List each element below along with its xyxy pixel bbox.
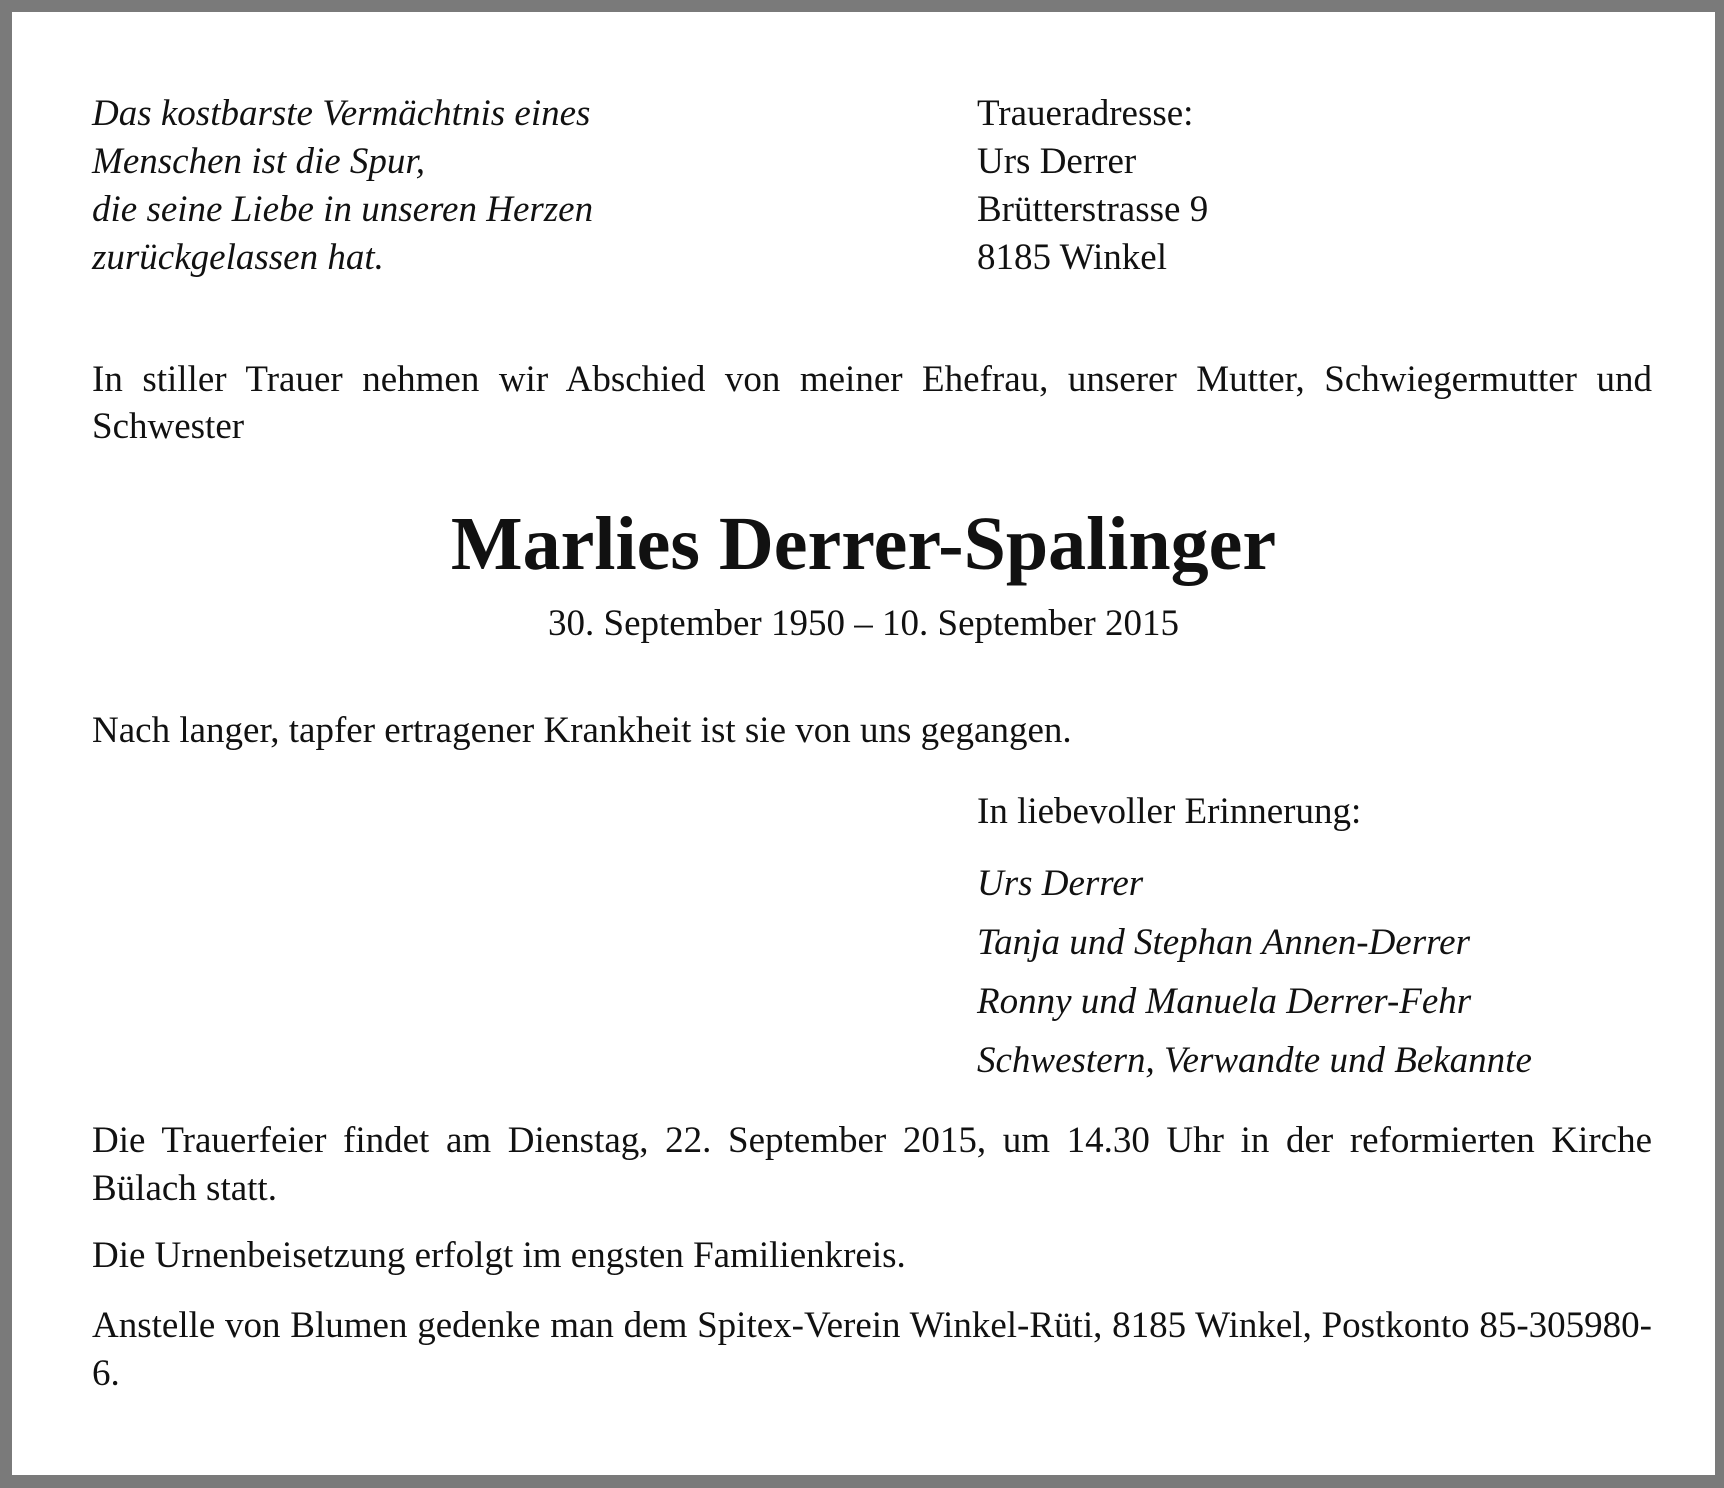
- quote-line: Das kostbarste Vermächtnis eines: [92, 93, 591, 134]
- intro-text: In stiller Trauer nehmen wir Abschied von meiner Ehefrau, unserer Mutter, Schwiegermutter und Schwester: [92, 359, 1652, 447]
- donation-notice: Anstelle von Blumen gedenke man dem Spitex-Verein Winkel-Rüti, 8185 Winkel, Postkonto 85-305980-6.: [92, 1305, 1652, 1394]
- mourner-name: Ronny und Manuela Derrer-Fehr: [977, 981, 1472, 1022]
- address-label: Traueradresse:: [977, 93, 1194, 134]
- mourning-address: [977, 90, 1208, 282]
- quote-line: Menschen ist die Spur,: [92, 141, 425, 182]
- mourners-list: [977, 860, 1532, 1096]
- address-name: Urs Derrer: [977, 141, 1137, 182]
- mourner-name: Tanja und Stephan Annen-Derrer: [977, 922, 1470, 963]
- quote-line: zurückgelassen hat.: [92, 237, 384, 278]
- illness-text: Nach langer, tapfer ertragener Krankheit ist sie von uns gegangen.: [92, 710, 1072, 751]
- mourner-name: Schwestern, Verwandte und Bekannte: [977, 1040, 1532, 1081]
- deceased-name: Marlies Derrer-Spalinger: [450, 502, 1277, 586]
- address-city: 8185 Winkel: [977, 237, 1168, 278]
- urn-notice: Die Urnenbeisetzung erfolgt im engsten Familienkreis.: [92, 1235, 906, 1276]
- memorial-quote: [92, 90, 593, 282]
- mourner-name: Urs Derrer: [977, 863, 1144, 904]
- obituary-page: [12, 12, 1715, 1475]
- life-dates: 30. September 1950 – 10. September 2015: [548, 603, 1179, 644]
- quote-line: die seine Liebe in unseren Herzen: [92, 189, 594, 230]
- address-street: Brütterstrasse 9: [977, 189, 1209, 230]
- funeral-notice: Die Trauerfeier findet am Dienstag, 22. September 2015, um 14.30 Uhr in der reformierten Kirche Bülach statt.: [92, 1120, 1652, 1209]
- memory-label: In liebevoller Erinnerung:: [977, 791, 1362, 832]
